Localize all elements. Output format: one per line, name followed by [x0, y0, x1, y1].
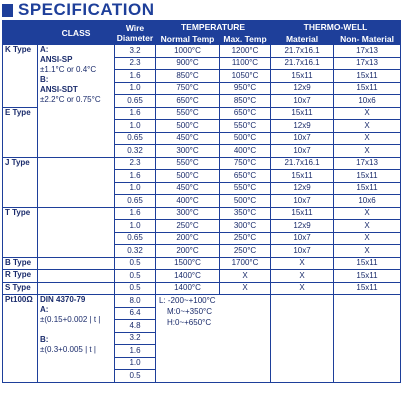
- title-square-icon: [2, 4, 13, 17]
- max-temp-cell: 1100°C: [220, 57, 271, 70]
- class-cell-b: [38, 257, 115, 270]
- normal-temp-cell: 850°C: [156, 70, 220, 83]
- material-cell: X: [271, 282, 334, 295]
- wire-cell: 0.5: [115, 270, 156, 283]
- wire-cell: 1.6: [115, 345, 156, 358]
- material-cell: 15x11: [271, 70, 334, 83]
- non-material-cell: 15x11: [334, 170, 401, 183]
- wire-cell: 1.0: [115, 182, 156, 195]
- class-cell-pt100: DIN 4370-79 A: ±(0.15+0.002 | t | B: ±(0.3+0.005 | t |: [38, 295, 115, 383]
- normal-temp-cell: 500°C: [156, 120, 220, 133]
- type-label-s: S Type: [3, 282, 38, 295]
- wire-cell: 2.3: [115, 157, 156, 170]
- max-temp-cell: 650°C: [220, 170, 271, 183]
- header-max-temp: Max. Temp: [220, 33, 271, 45]
- header-blank: [3, 21, 38, 45]
- wire-cell: 3.2: [115, 332, 156, 345]
- non-material-cell: 15x11: [334, 270, 401, 283]
- type-label-t: T Type: [3, 207, 38, 257]
- normal-temp-cell: 550°C: [156, 157, 220, 170]
- wire-cell: 1.6: [115, 170, 156, 183]
- table-row: [3, 295, 401, 308]
- table-row: [3, 257, 401, 270]
- non-material-cell: X: [334, 145, 401, 158]
- type-label-e: E Type: [3, 107, 38, 157]
- max-temp-cell: 550°C: [220, 120, 271, 133]
- non-material-cell: 15x11: [334, 70, 401, 83]
- max-temp-cell: 250°C: [220, 245, 271, 258]
- normal-temp-cell: 300°C: [156, 145, 220, 158]
- wire-cell: 0.32: [115, 145, 156, 158]
- max-temp-cell: 500°C: [220, 195, 271, 208]
- normal-temp-cell: 400°C: [156, 195, 220, 208]
- max-temp-cell: 350°C: [220, 207, 271, 220]
- wire-cell: 1.6: [115, 207, 156, 220]
- class-cell-r: [38, 270, 115, 283]
- wire-cell: 0.32: [115, 245, 156, 258]
- material-cell: 10x7: [271, 245, 334, 258]
- non-material-cell: 15x11: [334, 182, 401, 195]
- header-wire-diameter: Wire Diameter: [115, 21, 156, 45]
- max-temp-cell: 400°C: [220, 145, 271, 158]
- non-material-cell: 17x13: [334, 45, 401, 58]
- class-cell-k-e: A: ANSI-SP ±1.1°C or 0.4°C B: ANSI-SDT ±2.2°C or 0.75°C: [38, 45, 115, 158]
- max-temp-cell: 650°C: [220, 107, 271, 120]
- material-cell: 21.7x16.1: [271, 157, 334, 170]
- normal-temp-cell: 500°C: [156, 170, 220, 183]
- header-thermowell: THERMO-WELL: [271, 21, 401, 33]
- non-material-cell: 15x11: [334, 257, 401, 270]
- type-label-pt100: Pt100Ω: [3, 295, 38, 383]
- material-cell: X: [271, 257, 334, 270]
- normal-temp-cell: 1400°C: [156, 282, 220, 295]
- wire-cell: 1.0: [115, 357, 156, 370]
- title-text: SPECIFICATION: [18, 0, 155, 19]
- wire-cell: 0.5: [115, 370, 156, 383]
- table-row: [3, 270, 401, 283]
- max-temp-cell: 250°C: [220, 232, 271, 245]
- pt100-range-cell: L: -200~+100°C M:0~+350°C H:0~+650°C: [156, 295, 271, 383]
- class-cell-j: [38, 157, 115, 207]
- type-label-r: R Type: [3, 270, 38, 283]
- wire-cell: 1.0: [115, 220, 156, 233]
- max-temp-cell: 750°C: [220, 157, 271, 170]
- material-cell: 10x7: [271, 95, 334, 108]
- wire-cell: 2.3: [115, 57, 156, 70]
- max-temp-cell: 950°C: [220, 82, 271, 95]
- table-row: [3, 282, 401, 295]
- table-row: [3, 157, 401, 170]
- non-material-cell: X: [334, 220, 401, 233]
- non-material-cell: 15x11: [334, 282, 401, 295]
- material-cell: 15x11: [271, 207, 334, 220]
- material-cell: 10x7: [271, 132, 334, 145]
- material-cell: 10x7: [271, 145, 334, 158]
- type-label-j: J Type: [3, 157, 38, 207]
- header-material: Material: [271, 33, 334, 45]
- wire-cell: 1.6: [115, 70, 156, 83]
- normal-temp-cell: 1500°C: [156, 257, 220, 270]
- normal-temp-cell: 300°C: [156, 207, 220, 220]
- material-cell: 12x9: [271, 182, 334, 195]
- material-cell: 10x7: [271, 195, 334, 208]
- normal-temp-cell: 200°C: [156, 245, 220, 258]
- non-material-cell: X: [334, 232, 401, 245]
- non-material-cell: X: [334, 120, 401, 133]
- normal-temp-cell: 1400°C: [156, 270, 220, 283]
- material-cell: 21.7x16.1: [271, 45, 334, 58]
- max-temp-cell: X: [220, 282, 271, 295]
- non-material-cell: 15x11: [334, 82, 401, 95]
- wire-cell: 4.8: [115, 320, 156, 333]
- material-cell: X: [271, 270, 334, 283]
- max-temp-cell: 1700°C: [220, 257, 271, 270]
- max-temp-cell: 500°C: [220, 132, 271, 145]
- non-material-cell: 10x6: [334, 195, 401, 208]
- pt100-material-cell: [271, 295, 334, 383]
- non-material-cell: X: [334, 107, 401, 120]
- normal-temp-cell: 750°C: [156, 82, 220, 95]
- class-cell-s: [38, 282, 115, 295]
- non-material-cell: X: [334, 245, 401, 258]
- normal-temp-cell: 450°C: [156, 132, 220, 145]
- table-row: [3, 45, 401, 58]
- wire-cell: 1.0: [115, 120, 156, 133]
- max-temp-cell: 550°C: [220, 182, 271, 195]
- wire-cell: 1.6: [115, 107, 156, 120]
- page-title: [2, 0, 155, 20]
- pt100-non-material-cell: [334, 295, 401, 383]
- material-cell: 10x7: [271, 232, 334, 245]
- table-row: [3, 207, 401, 220]
- class-cell-t: [38, 207, 115, 257]
- normal-temp-cell: 550°C: [156, 107, 220, 120]
- header-normal-temp: Normal Temp: [156, 33, 220, 45]
- type-label-k: K Type: [3, 45, 38, 108]
- normal-temp-cell: 650°C: [156, 95, 220, 108]
- wire-cell: 0.65: [115, 95, 156, 108]
- normal-temp-cell: 200°C: [156, 232, 220, 245]
- non-material-cell: X: [334, 207, 401, 220]
- wire-cell: 8.0: [115, 295, 156, 308]
- wire-cell: 3.2: [115, 45, 156, 58]
- specification-table: [2, 20, 401, 383]
- type-label-b: B Type: [3, 257, 38, 270]
- max-temp-cell: 850°C: [220, 95, 271, 108]
- wire-cell: 1.0: [115, 82, 156, 95]
- header-temperature: TEMPERATURE: [156, 21, 271, 33]
- material-cell: 12x9: [271, 82, 334, 95]
- normal-temp-cell: 900°C: [156, 57, 220, 70]
- header-non-material: Non- Material: [334, 33, 401, 45]
- wire-cell: 0.5: [115, 257, 156, 270]
- max-temp-cell: 1050°C: [220, 70, 271, 83]
- wire-cell: 0.5: [115, 282, 156, 295]
- non-material-cell: 17x13: [334, 57, 401, 70]
- material-cell: 21.7x16.1: [271, 57, 334, 70]
- non-material-cell: X: [334, 132, 401, 145]
- wire-cell: 0.65: [115, 132, 156, 145]
- normal-temp-cell: 1000°C: [156, 45, 220, 58]
- normal-temp-cell: 450°C: [156, 182, 220, 195]
- wire-cell: 0.65: [115, 232, 156, 245]
- header-class: CLASS: [38, 21, 115, 45]
- material-cell: 12x9: [271, 120, 334, 133]
- non-material-cell: 10x6: [334, 95, 401, 108]
- normal-temp-cell: 250°C: [156, 220, 220, 233]
- wire-cell: 6.4: [115, 307, 156, 320]
- material-cell: 15x11: [271, 170, 334, 183]
- max-temp-cell: X: [220, 270, 271, 283]
- material-cell: 15x11: [271, 107, 334, 120]
- max-temp-cell: 1200°C: [220, 45, 271, 58]
- non-material-cell: 17x13: [334, 157, 401, 170]
- material-cell: 12x9: [271, 220, 334, 233]
- max-temp-cell: 300°C: [220, 220, 271, 233]
- wire-cell: 0.65: [115, 195, 156, 208]
